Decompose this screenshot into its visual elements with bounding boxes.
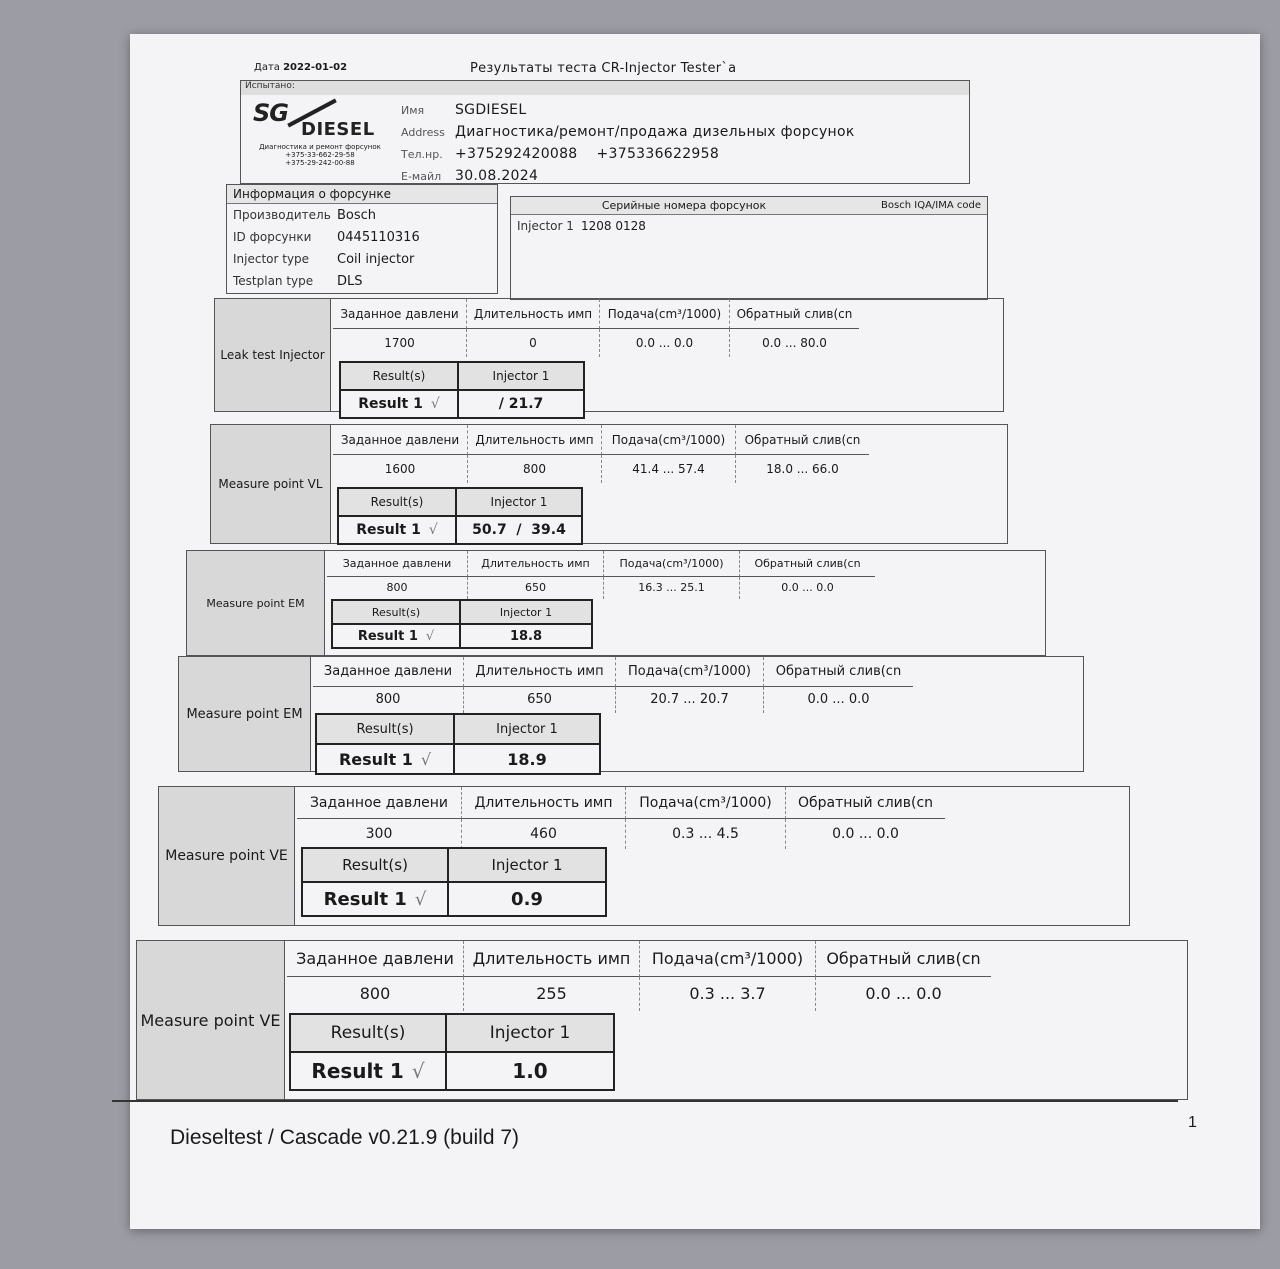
info-value: Bosch	[337, 207, 377, 223]
column-header: Обратный слив(cn	[815, 941, 991, 977]
column-header: Длительность имп	[466, 299, 599, 329]
parameter-value-row	[333, 455, 1007, 483]
parameter-pressure: 800	[359, 984, 391, 1003]
tested-by-label: Испытано:	[241, 81, 969, 95]
info-label: Testplan type	[233, 274, 314, 288]
result-value: 1.0	[512, 1059, 548, 1083]
test-block	[158, 786, 1130, 926]
result-label-cell	[339, 517, 457, 543]
parameter-pressure: 800	[375, 692, 401, 707]
test-block	[186, 550, 1046, 656]
result-table	[289, 1013, 615, 1091]
parameter-header-row	[313, 657, 1083, 687]
test-block	[214, 298, 1004, 412]
result-label-cell	[317, 745, 455, 773]
parameter-header-row	[327, 551, 1045, 577]
result-row	[317, 743, 599, 773]
parameter-duration: 650	[463, 687, 615, 713]
parameter-pressure: 1700	[384, 336, 415, 350]
result-label-cell	[303, 883, 449, 915]
test-parameters	[287, 941, 1187, 1011]
parameter-value-row	[297, 819, 1129, 849]
serial-value: 1208 0128	[581, 219, 646, 233]
result-value: / 21.7	[498, 396, 544, 412]
date-label: Дата	[254, 62, 280, 73]
contact-label: Address	[401, 125, 445, 139]
result-label: Result 1	[338, 749, 413, 769]
serial-row	[511, 215, 987, 237]
serial-label: Injector 1	[517, 219, 574, 233]
parameter-pressure: 300	[365, 826, 393, 842]
column-header: Заданное давлени	[287, 941, 463, 977]
result-header-row	[317, 715, 599, 743]
contact-label: E-майл	[401, 169, 442, 183]
column-header: Заданное давлени	[297, 787, 461, 819]
test-parameters	[333, 299, 1003, 357]
result-label-cell	[291, 1053, 447, 1089]
injector-header: Injector 1	[459, 363, 583, 389]
parameter-delivery: 0.3 ... 4.5	[625, 819, 785, 849]
page-number: 1	[1188, 1114, 1197, 1131]
test-name: Measure point EM	[179, 657, 311, 771]
result-header-row	[341, 363, 583, 389]
column-header: Подача(cm³/1000)	[599, 299, 729, 329]
company-logo	[245, 99, 395, 183]
parameter-delivery: 41.4 ... 57.4	[601, 455, 735, 483]
contact-label: Тел.нр.	[401, 147, 443, 161]
parameter-header-row	[287, 941, 1187, 977]
parameter-pressure: 800	[386, 581, 408, 594]
column-header: Обратный слив(cn	[735, 425, 869, 455]
results-header: Result(s)	[333, 601, 461, 623]
parameter-header-row	[333, 425, 1007, 455]
parameter-value-row	[313, 687, 1083, 713]
software-version: Dieseltest / Cascade v0.21.9 (build 7)	[170, 1126, 520, 1149]
result-value: 0.9	[511, 888, 543, 910]
result-label-cell	[333, 625, 461, 647]
column-header: Обратный слив(cn	[785, 787, 945, 819]
result-value: 50.7 / 39.4	[472, 522, 566, 538]
result-table	[337, 487, 583, 545]
parameter-return: 0.0 ... 0.0	[815, 977, 991, 1011]
injector-header: Injector 1	[455, 715, 599, 743]
contact-value: +375292420088 +375336622958	[455, 146, 720, 162]
result-row	[291, 1051, 613, 1089]
column-header: Длительность имп	[467, 425, 601, 455]
report-date	[254, 62, 347, 73]
contact-details	[401, 99, 961, 187]
column-header: Заданное давлени	[333, 299, 466, 329]
parameter-duration: 255	[463, 977, 639, 1011]
parameter-duration: 460	[461, 819, 625, 849]
parameter-return: 0.0 ... 0.0	[785, 819, 945, 849]
column-header: Подача(cm³/1000)	[603, 551, 739, 577]
parameter-return: 0.0 ... 0.0	[739, 577, 875, 599]
info-row-manufacturer	[227, 204, 497, 226]
results-header: Result(s)	[303, 849, 449, 881]
parameter-return: 18.0 ... 66.0	[735, 455, 869, 483]
column-header: Обратный слив(cn	[763, 657, 913, 687]
result-row	[333, 623, 591, 647]
contact-value: SGDIESEL	[455, 102, 527, 118]
report-page	[130, 34, 1260, 1229]
result-table	[315, 713, 601, 775]
injector-header: Injector 1	[457, 489, 581, 515]
parameter-delivery: 0.3 ... 3.7	[639, 977, 815, 1011]
test-block	[210, 424, 1008, 544]
test-parameters	[333, 425, 1007, 483]
column-header: Подача(cm³/1000)	[625, 787, 785, 819]
test-parameters	[327, 551, 1045, 599]
serial-numbers-section	[510, 196, 988, 300]
check-icon: √	[430, 396, 440, 412]
parameter-pressure: 1600	[384, 462, 416, 476]
contact-row-name	[401, 99, 961, 121]
info-label: ID форсунки	[233, 230, 312, 244]
result-value: 18.9	[507, 749, 547, 769]
parameter-value-row	[287, 977, 1187, 1011]
logo-tagline	[245, 143, 395, 167]
result-value: 18.8	[509, 628, 543, 644]
results-header: Result(s)	[341, 363, 459, 389]
info-value: Coil injector	[337, 251, 415, 267]
footer-divider	[112, 1100, 1178, 1102]
contact-label: Имя	[401, 103, 425, 117]
results-header: Result(s)	[291, 1015, 447, 1051]
info-row-injector-id	[227, 226, 497, 248]
test-parameters	[297, 787, 1129, 849]
contact-row-phone	[401, 143, 961, 165]
test-name: Measure point VE	[159, 787, 295, 925]
info-label: Injector type	[233, 252, 310, 266]
parameter-delivery: 0.0 ... 0.0	[599, 329, 729, 357]
injector-header: Injector 1	[447, 1015, 613, 1051]
contact-value: Диагностика/ремонт/продажа дизельных форсунок	[455, 124, 855, 140]
contact-value: 30.08.2024	[455, 168, 539, 184]
test-parameters	[313, 657, 1083, 713]
column-header: Заданное давлени	[333, 425, 467, 455]
result-table	[339, 361, 585, 419]
result-label: Result 1	[311, 1059, 404, 1083]
logo-phone-1: +375-33-662-29-58	[285, 151, 355, 159]
parameter-delivery: 20.7 ... 20.7	[615, 687, 763, 713]
test-name: Measure point VL	[211, 425, 331, 543]
result-header-row	[303, 849, 605, 881]
result-row	[303, 881, 605, 915]
check-icon: √	[425, 628, 435, 644]
parameter-header-row	[297, 787, 1129, 819]
result-table	[331, 599, 593, 649]
test-block	[178, 656, 1084, 772]
check-icon: √	[411, 1059, 425, 1083]
parameter-delivery: 16.3 ... 25.1	[603, 577, 739, 599]
column-header: Подача(cm³/1000)	[639, 941, 815, 977]
logo-tagline-text: Диагностика и ремонт форсунок	[259, 143, 381, 151]
result-table	[301, 847, 607, 917]
parameter-value-row	[333, 329, 1003, 357]
result-label-cell	[341, 391, 459, 417]
column-header: Длительность имп	[461, 787, 625, 819]
parameter-duration: 650	[467, 577, 603, 599]
info-value: 0445110316	[337, 229, 420, 245]
info-row-testplan-type	[227, 270, 497, 292]
serial-code-header: Bosch IQA/IMA code	[881, 200, 981, 211]
check-icon: √	[420, 749, 432, 769]
test-name: Leak test Injector	[215, 299, 331, 411]
result-row	[341, 389, 583, 417]
column-header: Подача(cm³/1000)	[615, 657, 763, 687]
injector-header: Injector 1	[449, 849, 605, 881]
info-label: Производитель	[233, 208, 331, 222]
column-header: Обратный слив(cn	[739, 551, 875, 577]
report-title: Результаты теста CR-Injector Tester`a	[470, 61, 737, 76]
date-value: 2022-01-02	[283, 62, 348, 73]
test-block	[136, 940, 1188, 1100]
logo-brand-top: SG	[253, 99, 288, 127]
result-header-row	[339, 489, 581, 515]
parameter-duration: 800	[467, 455, 601, 483]
info-row-injector-type	[227, 248, 497, 270]
column-header: Заданное давлени	[327, 551, 467, 577]
injector-header: Injector 1	[461, 601, 591, 623]
serial-header	[511, 197, 987, 215]
injector-info-title: Информация о форсунке	[227, 185, 497, 204]
results-header: Result(s)	[339, 489, 457, 515]
parameter-return: 0.0 ... 0.0	[763, 687, 913, 713]
column-header: Подача(cm³/1000)	[601, 425, 735, 455]
result-header-row	[333, 601, 591, 623]
serial-title: Серийные номера форсунок	[601, 199, 767, 212]
parameter-value-row	[327, 577, 1045, 599]
column-header: Заданное давлени	[313, 657, 463, 687]
column-header: Длительность имп	[463, 941, 639, 977]
result-label: Result 1	[357, 628, 418, 644]
result-header-row	[291, 1015, 613, 1051]
test-name: Measure point VE	[137, 941, 285, 1099]
result-label: Result 1	[356, 522, 421, 538]
check-icon: √	[428, 522, 438, 538]
parameter-duration: 0	[466, 329, 599, 357]
parameter-return: 0.0 ... 80.0	[729, 329, 859, 357]
parameter-header-row	[333, 299, 1003, 329]
tested-by-section	[240, 80, 970, 184]
result-label: Result 1	[358, 396, 423, 412]
result-row	[339, 515, 581, 543]
column-header: Длительность имп	[463, 657, 615, 687]
check-icon: √	[414, 888, 427, 910]
result-label: Result 1	[323, 888, 407, 910]
test-name: Measure point EM	[187, 551, 325, 655]
injector-info-section	[226, 184, 498, 294]
column-header: Длительность имп	[467, 551, 603, 577]
logo-brand-bottom: DIESEL	[301, 119, 375, 140]
logo-phone-2: +375-29-242-00-88	[285, 159, 355, 167]
contact-row-address	[401, 121, 961, 143]
results-header: Result(s)	[317, 715, 455, 743]
column-header: Обратный слив(cn	[729, 299, 859, 329]
info-value: DLS	[337, 273, 363, 289]
